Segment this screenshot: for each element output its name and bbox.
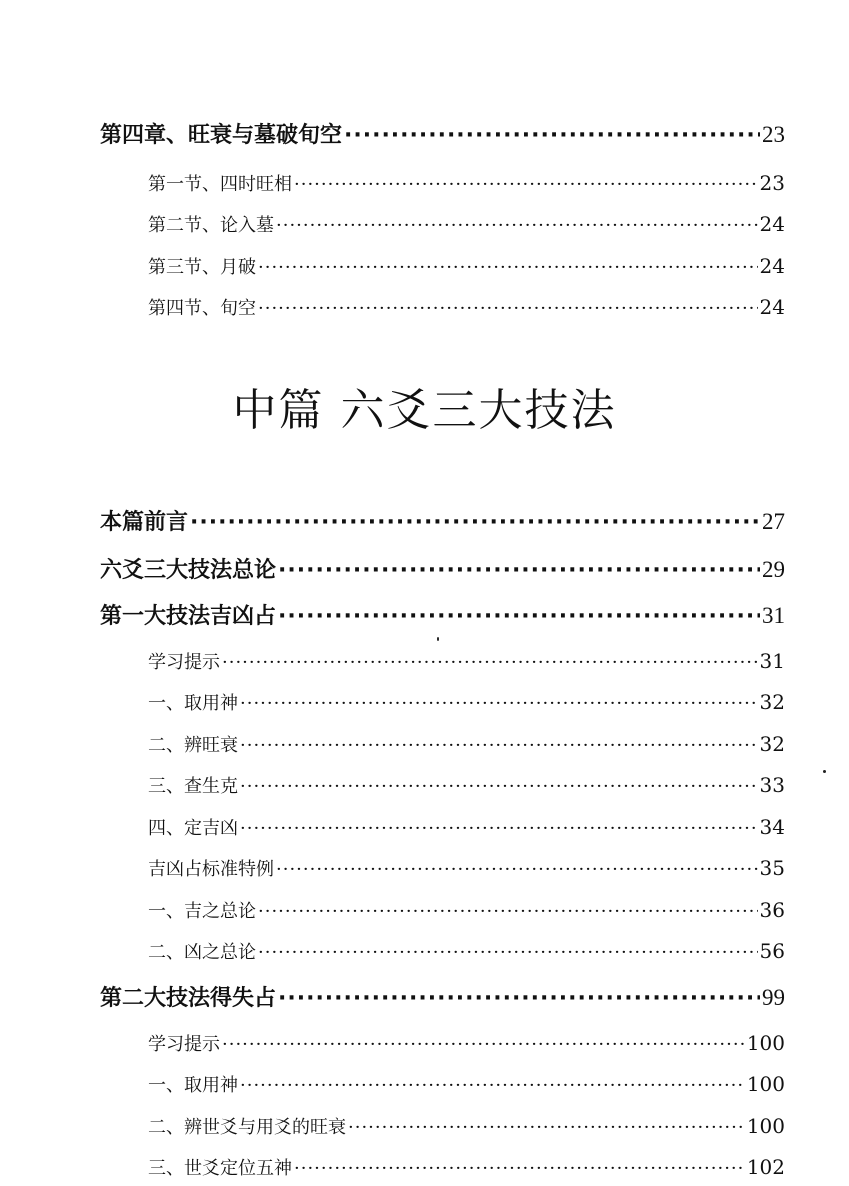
toc-page-number: 56 — [759, 939, 785, 963]
toc-page-number: 24 — [759, 212, 785, 236]
toc-page-number: 31 — [759, 649, 785, 673]
toc-section[interactable] — [148, 1071, 785, 1097]
dot-leader — [258, 901, 758, 922]
toc-chapter[interactable] — [100, 553, 785, 584]
toc-page-number: 100 — [746, 1114, 785, 1138]
dot-leader — [258, 942, 758, 963]
dot-leader — [278, 604, 760, 629]
part-title: 中篇 六爻三大技法 — [232, 385, 617, 436]
toc-label: 二、辨旺衰 — [148, 735, 238, 756]
toc-label: 第一节、四时旺相 — [148, 174, 292, 195]
dot-leader — [222, 1034, 745, 1055]
toc-section[interactable] — [148, 211, 785, 237]
scan-speck — [437, 637, 439, 641]
toc-label: 三、查生克 — [148, 776, 238, 797]
toc-section[interactable] — [148, 938, 785, 964]
dot-leader — [222, 652, 758, 673]
toc-label: 学习提示 — [148, 652, 220, 673]
dot-leader — [240, 776, 758, 797]
toc-page-number: 35 — [759, 856, 785, 880]
toc-label: 第三节、月破 — [148, 257, 256, 278]
toc-label: 第二大技法得失占 — [100, 986, 277, 1011]
dot-leader — [258, 298, 758, 319]
dot-leader — [294, 174, 758, 195]
toc-section[interactable] — [148, 170, 785, 196]
toc-section[interactable] — [148, 814, 785, 840]
dot-leader — [240, 1075, 745, 1096]
toc-section[interactable] — [148, 294, 785, 320]
toc-chapter-4[interactable] — [100, 118, 785, 149]
toc-label: 学习提示 — [148, 1034, 220, 1055]
toc-section[interactable] — [148, 253, 785, 279]
toc-label: 本篇前言 — [100, 510, 189, 535]
toc-label: 第二节、论入墓 — [148, 215, 274, 236]
toc-page-number: 29 — [762, 557, 785, 582]
dot-leader — [278, 986, 760, 1011]
dot-leader — [276, 215, 758, 236]
toc-label: 一、取用神 — [148, 693, 238, 714]
toc-page-number: 31 — [762, 603, 785, 628]
toc-chapter[interactable] — [100, 981, 785, 1012]
toc-page-number: 32 — [759, 732, 785, 756]
dot-leader — [278, 558, 760, 583]
toc-label: 第一大技法吉凶占 — [100, 604, 277, 629]
toc-page-number: 34 — [759, 815, 785, 839]
toc-chapter[interactable] — [100, 505, 785, 536]
toc-section[interactable] — [148, 772, 785, 798]
toc-page-number: 36 — [759, 898, 785, 922]
toc-section[interactable] — [148, 855, 785, 881]
dot-leader — [240, 693, 758, 714]
dot-leader — [276, 859, 758, 880]
toc-section[interactable] — [148, 897, 785, 923]
toc-label: 三、世爻定位五神 — [148, 1158, 292, 1179]
dot-leader — [294, 1158, 745, 1179]
toc-section[interactable] — [148, 648, 785, 674]
toc-page-number: 24 — [759, 295, 785, 319]
dot-leader — [240, 818, 758, 839]
toc-section[interactable] — [148, 731, 785, 757]
toc-label: 第四节、旬空 — [148, 298, 256, 319]
toc-page-number: 33 — [759, 773, 785, 797]
toc-page-number: 99 — [762, 985, 785, 1010]
toc-page-number: 32 — [759, 690, 785, 714]
dot-leader — [258, 257, 758, 278]
toc-label: 六爻三大技法总论 — [100, 558, 277, 583]
toc-page-number: 27 — [762, 509, 785, 534]
dot-leader — [240, 735, 758, 756]
toc-page-number: 23 — [759, 171, 785, 195]
toc-section[interactable] — [148, 1113, 785, 1139]
toc-section[interactable] — [148, 689, 785, 715]
toc-page-number: 24 — [759, 254, 785, 278]
toc-label: 二、凶之总论 — [148, 942, 256, 963]
toc-label: 四、定吉凶 — [148, 818, 238, 839]
toc-chapter[interactable] — [100, 599, 785, 630]
toc-label: 二、辨世爻与用爻的旺衰 — [148, 1117, 346, 1138]
toc-label: 第四章、旺衰与墓破旬空 — [100, 123, 343, 148]
toc-page-number: 23 — [762, 122, 785, 147]
dot-leader — [344, 123, 760, 148]
toc-page-number: 102 — [746, 1155, 785, 1179]
dot-leader — [348, 1117, 745, 1138]
toc-page-number: 100 — [746, 1031, 785, 1055]
toc-label: 一、吉之总论 — [148, 901, 256, 922]
toc-label: 吉凶占标准特例 — [148, 859, 274, 880]
toc-section[interactable] — [148, 1030, 785, 1056]
toc-section[interactable] — [148, 1154, 785, 1180]
dot-leader — [190, 510, 760, 535]
toc-label: 一、取用神 — [148, 1075, 238, 1096]
toc-page-number: 100 — [746, 1072, 785, 1096]
scan-speck — [823, 770, 826, 773]
